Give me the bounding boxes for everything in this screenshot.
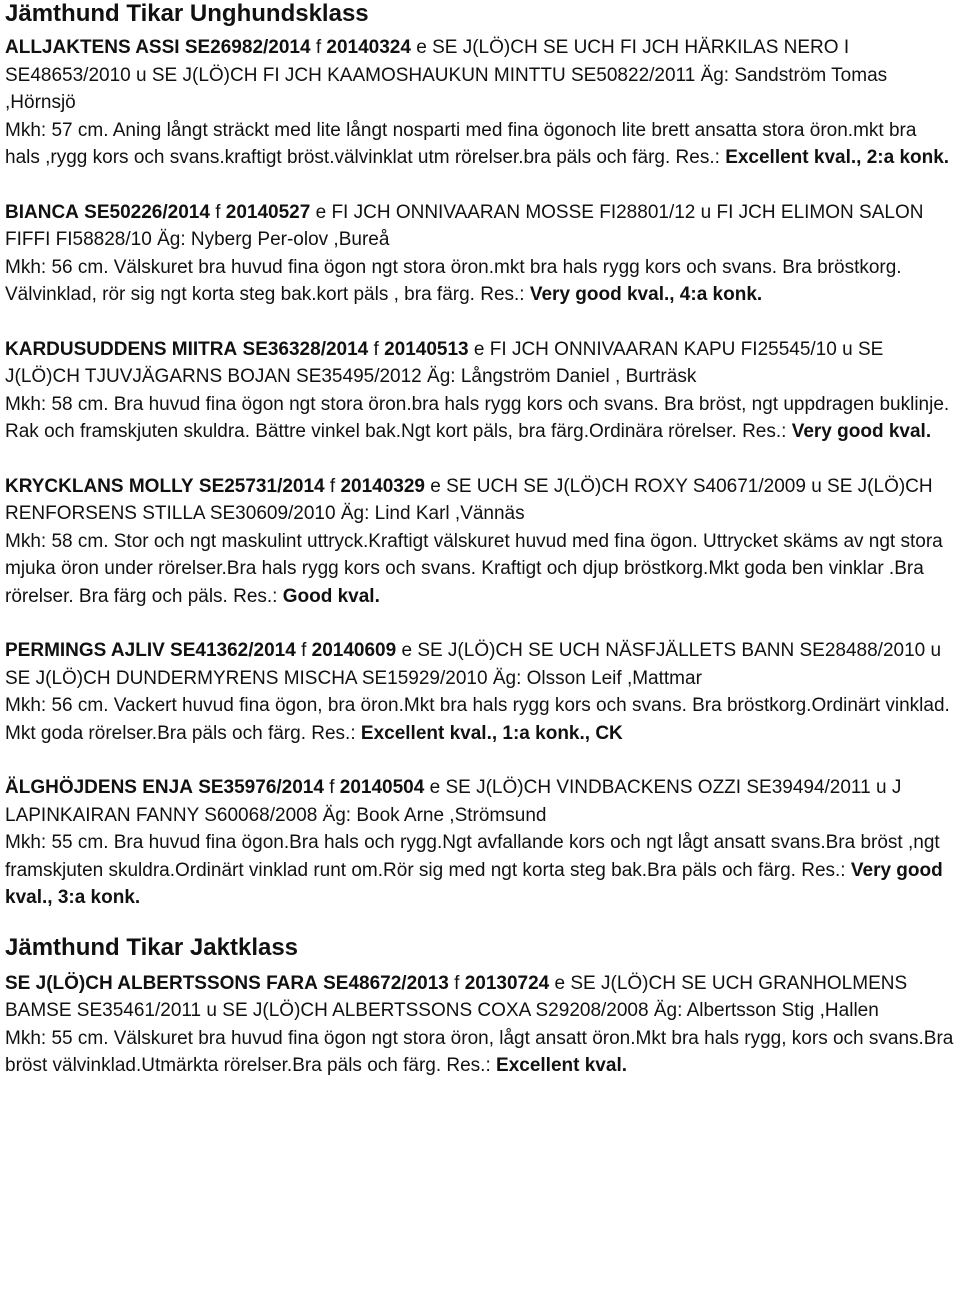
birth-date: 20140329 (340, 475, 426, 497)
dam-label: u (842, 338, 853, 360)
sire: FI JCH ONNIVAARAN MOSSE FI28801/12 (331, 201, 696, 223)
owner: Äg: Albertsson Stig ,Hallen (653, 1000, 879, 1021)
registration-number: SE25731/2014 (198, 475, 325, 497)
birth-date: 20140609 (311, 640, 397, 661)
class-section (5, 0, 955, 912)
dam: FI JCH ELIMON SALON FIFFI FI58828/10 (5, 201, 924, 250)
owner: Äg: Book Arne ,Strömsund (322, 804, 547, 826)
dam: SE J(LÖ)CH TJUVJÄGARNS BOJAN SE35495/2012 (5, 338, 884, 387)
sire-label: e (429, 777, 441, 798)
result: Excellent kval. (496, 1055, 627, 1076)
dog-name: SE J(LÖ)CH ALBERTSSONS FARA (5, 972, 318, 994)
dam-label: u (136, 64, 147, 86)
dam-label: u (700, 201, 712, 223)
sex: f (315, 37, 322, 58)
dam: SE J(LÖ)CH ALBERTSSONS COXA S29208/2008 (222, 1000, 649, 1021)
result: Very good kval. (791, 421, 932, 442)
dog-entry (5, 336, 955, 446)
dam-label: u (811, 475, 822, 497)
sire-label: e (401, 640, 413, 661)
dog-entry (5, 34, 955, 172)
dam-label: u (206, 1000, 217, 1021)
registration-number: SE48672/2013 (323, 972, 449, 994)
critique: Mkh: 55 cm. Bra huvud fina ögon.Bra hals och rygg.Ngt avfallande kors och ngt lågt ansatt svans.Bra bröst ,ngt framskjuten skuldra.Ordinärt vinklad runt om.Rör sig med ngt korta steg bak.Bra päls och färg. Res.: (5, 832, 940, 881)
sire: SE J(LÖ)CH SE UCH GRANHOLMENS BAMSE SE35461/2011 (5, 972, 908, 1021)
sire: SE J(LÖ)CH SE UCH FI JCH HÄRKILAS NERO I SE48653/2010 (5, 37, 850, 86)
dog-name: PERMINGS AJLIV (5, 640, 165, 661)
result: Very good kval., 4:a konk. (529, 284, 763, 305)
sire-label: e (315, 201, 327, 223)
class-section (5, 934, 955, 1080)
dam: J LAPINKAIRAN FANNY S60068/2008 (5, 777, 902, 826)
sire-label: e (430, 475, 441, 497)
result: Good kval. (282, 585, 380, 607)
sex: f (454, 972, 460, 994)
critique: Mkh: 56 cm. Välskuret bra huvud fina ögon ngt stora öron.mkt bra hals rygg kors och svans. Bra bröstkorg. Välvinklad, rör sig ngt korta steg bak.kort päls , bra färg. Res.: (5, 256, 902, 305)
critique: Mkh: 58 cm. Bra huvud fina ögon ngt stora öron.bra hals rygg kors och svans. Bra bröst, ngt uppdragen buklinje. Rak och framskjuten skuldra. Bättre vinkel bak.Ngt kort päls, bra färg.Ordinära rörelser. Res.: (5, 393, 950, 442)
sire: SE J(LÖ)CH SE UCH NÄSFJÄLLETS BANN SE28488/2010 (417, 640, 926, 661)
owner: Äg: Lind Karl ,Vännäs (340, 503, 525, 524)
critique: Mkh: 57 cm. Aning långt sträckt med lite långt nosparti med fina ögonoch lite brett ansatta stora öron.mkt bra hals ,rygg kors och svans.kraftigt bröst.välvinklat utm rörelser.bra päls och färg. Res.: (5, 119, 917, 168)
sex: f (215, 201, 221, 223)
birth-date: 20140324 (326, 37, 411, 58)
birth-date: 20140504 (339, 777, 425, 798)
dog-entry (5, 970, 955, 1080)
sire: SE UCH SE J(LÖ)CH ROXY S40671/2009 (446, 475, 806, 497)
sex: f (329, 777, 335, 798)
owner: Äg: Olsson Leif ,Mattmar (492, 667, 702, 689)
birth-date: 20140527 (225, 201, 311, 223)
sire-label: e (416, 37, 427, 58)
sire: FI JCH ONNIVAARAN KAPU FI25545/10 (489, 338, 837, 360)
birth-date: 20130724 (464, 972, 550, 994)
critique: Mkh: 55 cm. Välskuret bra huvud fina ögon ngt stora öron, lågt ansatt öron.Mkt bra hals rygg, kors och svans.Bra bröst välvinklad.Utmärkta rörelser.Bra päls och färg. Res.: (5, 1027, 954, 1076)
result: Excellent kval., 2:a konk. (725, 147, 950, 168)
critique: Mkh: 58 cm. Stor och ngt maskulint uttryck.Kraftigt välskuret huvud med fina ögon. Uttrycket skäms av ngt stora mjuka öron under rörelser.Bra hals rygg kors och svans. Kraftigt och djup bröstkorg.Mkt goda ben vinklar .Bra rörelser. Bra färg och päls. Res.: (5, 530, 943, 607)
dog-name: BIANCA (5, 201, 79, 223)
sire: SE J(LÖ)CH VINDBACKENS OZZI SE39494/2011 (445, 777, 871, 798)
registration-number: SE50226/2014 (84, 201, 210, 223)
dam: SE J(LÖ)CH FI JCH KAAMOSHAUKUN MINTTU SE50822/2011 (151, 64, 696, 86)
dam: SE J(LÖ)CH DUNDERMYRENS MISCHA SE15929/2010 (5, 667, 488, 689)
birth-date: 20140513 (384, 338, 469, 360)
dog-entry (5, 473, 955, 611)
registration-number: SE36328/2014 (242, 338, 369, 360)
sire-label: e (473, 338, 485, 360)
registration-number: SE35976/2014 (198, 777, 324, 798)
registration-number: SE41362/2014 (170, 640, 296, 661)
owner: Äg: Långström Daniel , Burträsk (427, 366, 697, 387)
sex: f (373, 338, 379, 360)
sex: f (329, 475, 336, 497)
dam-label: u (875, 777, 887, 798)
dam-label: u (930, 640, 942, 661)
dog-entry (5, 199, 955, 309)
owner: Äg: Sandström Tomas ,Hörnsjö (5, 64, 888, 113)
section-title: Jämthund Tikar Unghundsklass (5, 0, 369, 27)
dog-name: KARDUSUDDENS MIITRA (5, 338, 238, 360)
critique: Mkh: 56 cm. Vackert huvud fina ögon, bra öron.Mkt bra hals rygg kors och svans. Bra bröstkorg.Ordinärt vinklad. Mkt goda rörelser.Bra päls och färg. Res.: (5, 695, 950, 744)
section-title: Jämthund Tikar Jaktklass (5, 933, 299, 961)
sex: f (301, 640, 307, 661)
dog-name: ALLJAKTENS ASSI (5, 37, 180, 58)
dog-entry (5, 774, 955, 912)
result: Excellent kval., 1:a konk., CK (360, 722, 623, 744)
dog-entry (5, 637, 955, 747)
dog-name: ÄLGHÖJDENS ENJA (5, 777, 193, 798)
result: Very good kval., 3:a konk. (5, 859, 943, 908)
registration-number: SE26982/2014 (184, 37, 311, 58)
sire-label: e (554, 972, 566, 994)
owner: Äg: Nyberg Per-olov ,Bureå (157, 229, 390, 250)
dam: SE J(LÖ)CH RENFORSENS STILLA SE30609/2010 (5, 475, 933, 524)
dog-name: KRYCKLANS MOLLY (5, 475, 194, 497)
